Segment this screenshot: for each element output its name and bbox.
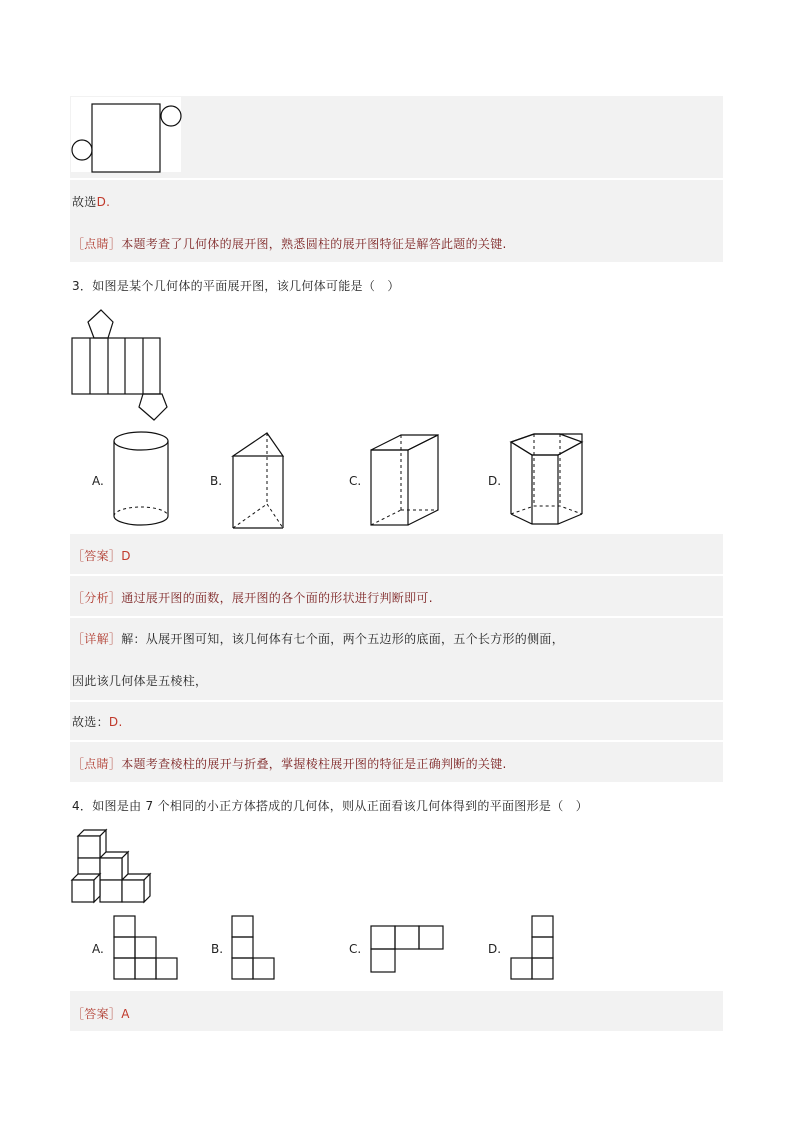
q3-choose-answer: D. [108,715,123,729]
q3-option-d-pentagonal-prism [508,430,588,530]
q3-choose-prefix: 故选： [72,715,109,729]
q3-detail-text: 解：从展开图可知，该几何体有七个面，两个五边形的底面，五个长方形的侧面， [121,632,565,646]
q4-option-a-view [114,916,184,982]
cylinder-net-figure [70,96,190,176]
q3-option-b-label: B. [210,474,223,488]
net-rectangle [92,104,160,172]
q4-stem: 4．如图是由 7 个相同的小正方体搭成的几何体，则从正面看该几何体得到的平面图形是（ ） [72,799,589,813]
q3-comment-text: 本题考查棱柱的展开与折叠，掌握棱柱展开图的特征是正确判断的关键. [121,757,507,771]
q3-option-c-cuboid [368,430,448,530]
q4-option-c-label: C. [349,942,362,956]
q3-option-d-label: D. [488,474,502,488]
net-pentagon-bottom [139,394,167,420]
q3-analysis-text: 通过展开图的面数，展开图的各个面的形状进行判断即可. [121,591,433,605]
q3-answer-band [70,534,723,574]
q4-answer-band [70,991,723,1031]
q4-option-a-label: A. [92,942,104,956]
prev-comment-tag: ［点睛］ [72,237,122,251]
q3-analysis-line [72,589,433,606]
q3-choose-line [72,713,123,730]
q3-answer-line [72,547,131,564]
q4-answer-tag: ［答案］ [72,1007,122,1021]
q4-option-b-view [232,916,282,982]
q4-answer-line [72,1005,130,1022]
prev-conclusion-prefix: 故选 [72,195,97,209]
net-circle-top [161,106,181,126]
prev-conclusion-band [70,180,723,222]
net-pentagon-top [88,310,113,338]
q3-detail-line [72,630,564,647]
q3-option-a-cylinder [108,430,178,530]
q4-cube-stack-figure [72,828,152,908]
q3-comment-line [72,755,507,772]
prev-conclusion-line [72,193,110,210]
q3-answer-tag: ［答案］ [72,549,122,563]
q4-option-c-view [371,926,446,976]
q3-detail-tag: ［详解］ [72,632,122,646]
q4-answer-value: A [121,1007,130,1021]
q3-answer-value: D [121,549,131,563]
q3-comment-tag: ［点睛］ [72,757,122,771]
q3-analysis-tag: ［分析］ [72,591,122,605]
pentagonal-prism-net-figure [72,310,172,420]
q4-option-d-label: D. [488,942,502,956]
prev-comment-text: 本题考查了几何体的展开图，熟悉圆柱的展开图特征是解答此题的关键. [121,237,507,251]
q3-stem: 3．如图是某个几何体的平面展开图，该几何体可能是（ ） [72,279,400,293]
q4-option-b-label: B. [211,942,224,956]
q3-detail-line-2: 因此该几何体是五棱柱， [72,674,208,688]
q4-option-d-view [510,916,560,982]
q3-option-c-label: C. [349,474,362,488]
net-circle-bottom [72,140,92,160]
q3-choose-band [70,702,723,740]
q3-option-b-triangular-prism [230,430,290,530]
prev-conclusion-answer: D. [96,195,111,209]
q3-option-a-label: A. [92,474,104,488]
prev-comment-line [72,235,507,252]
